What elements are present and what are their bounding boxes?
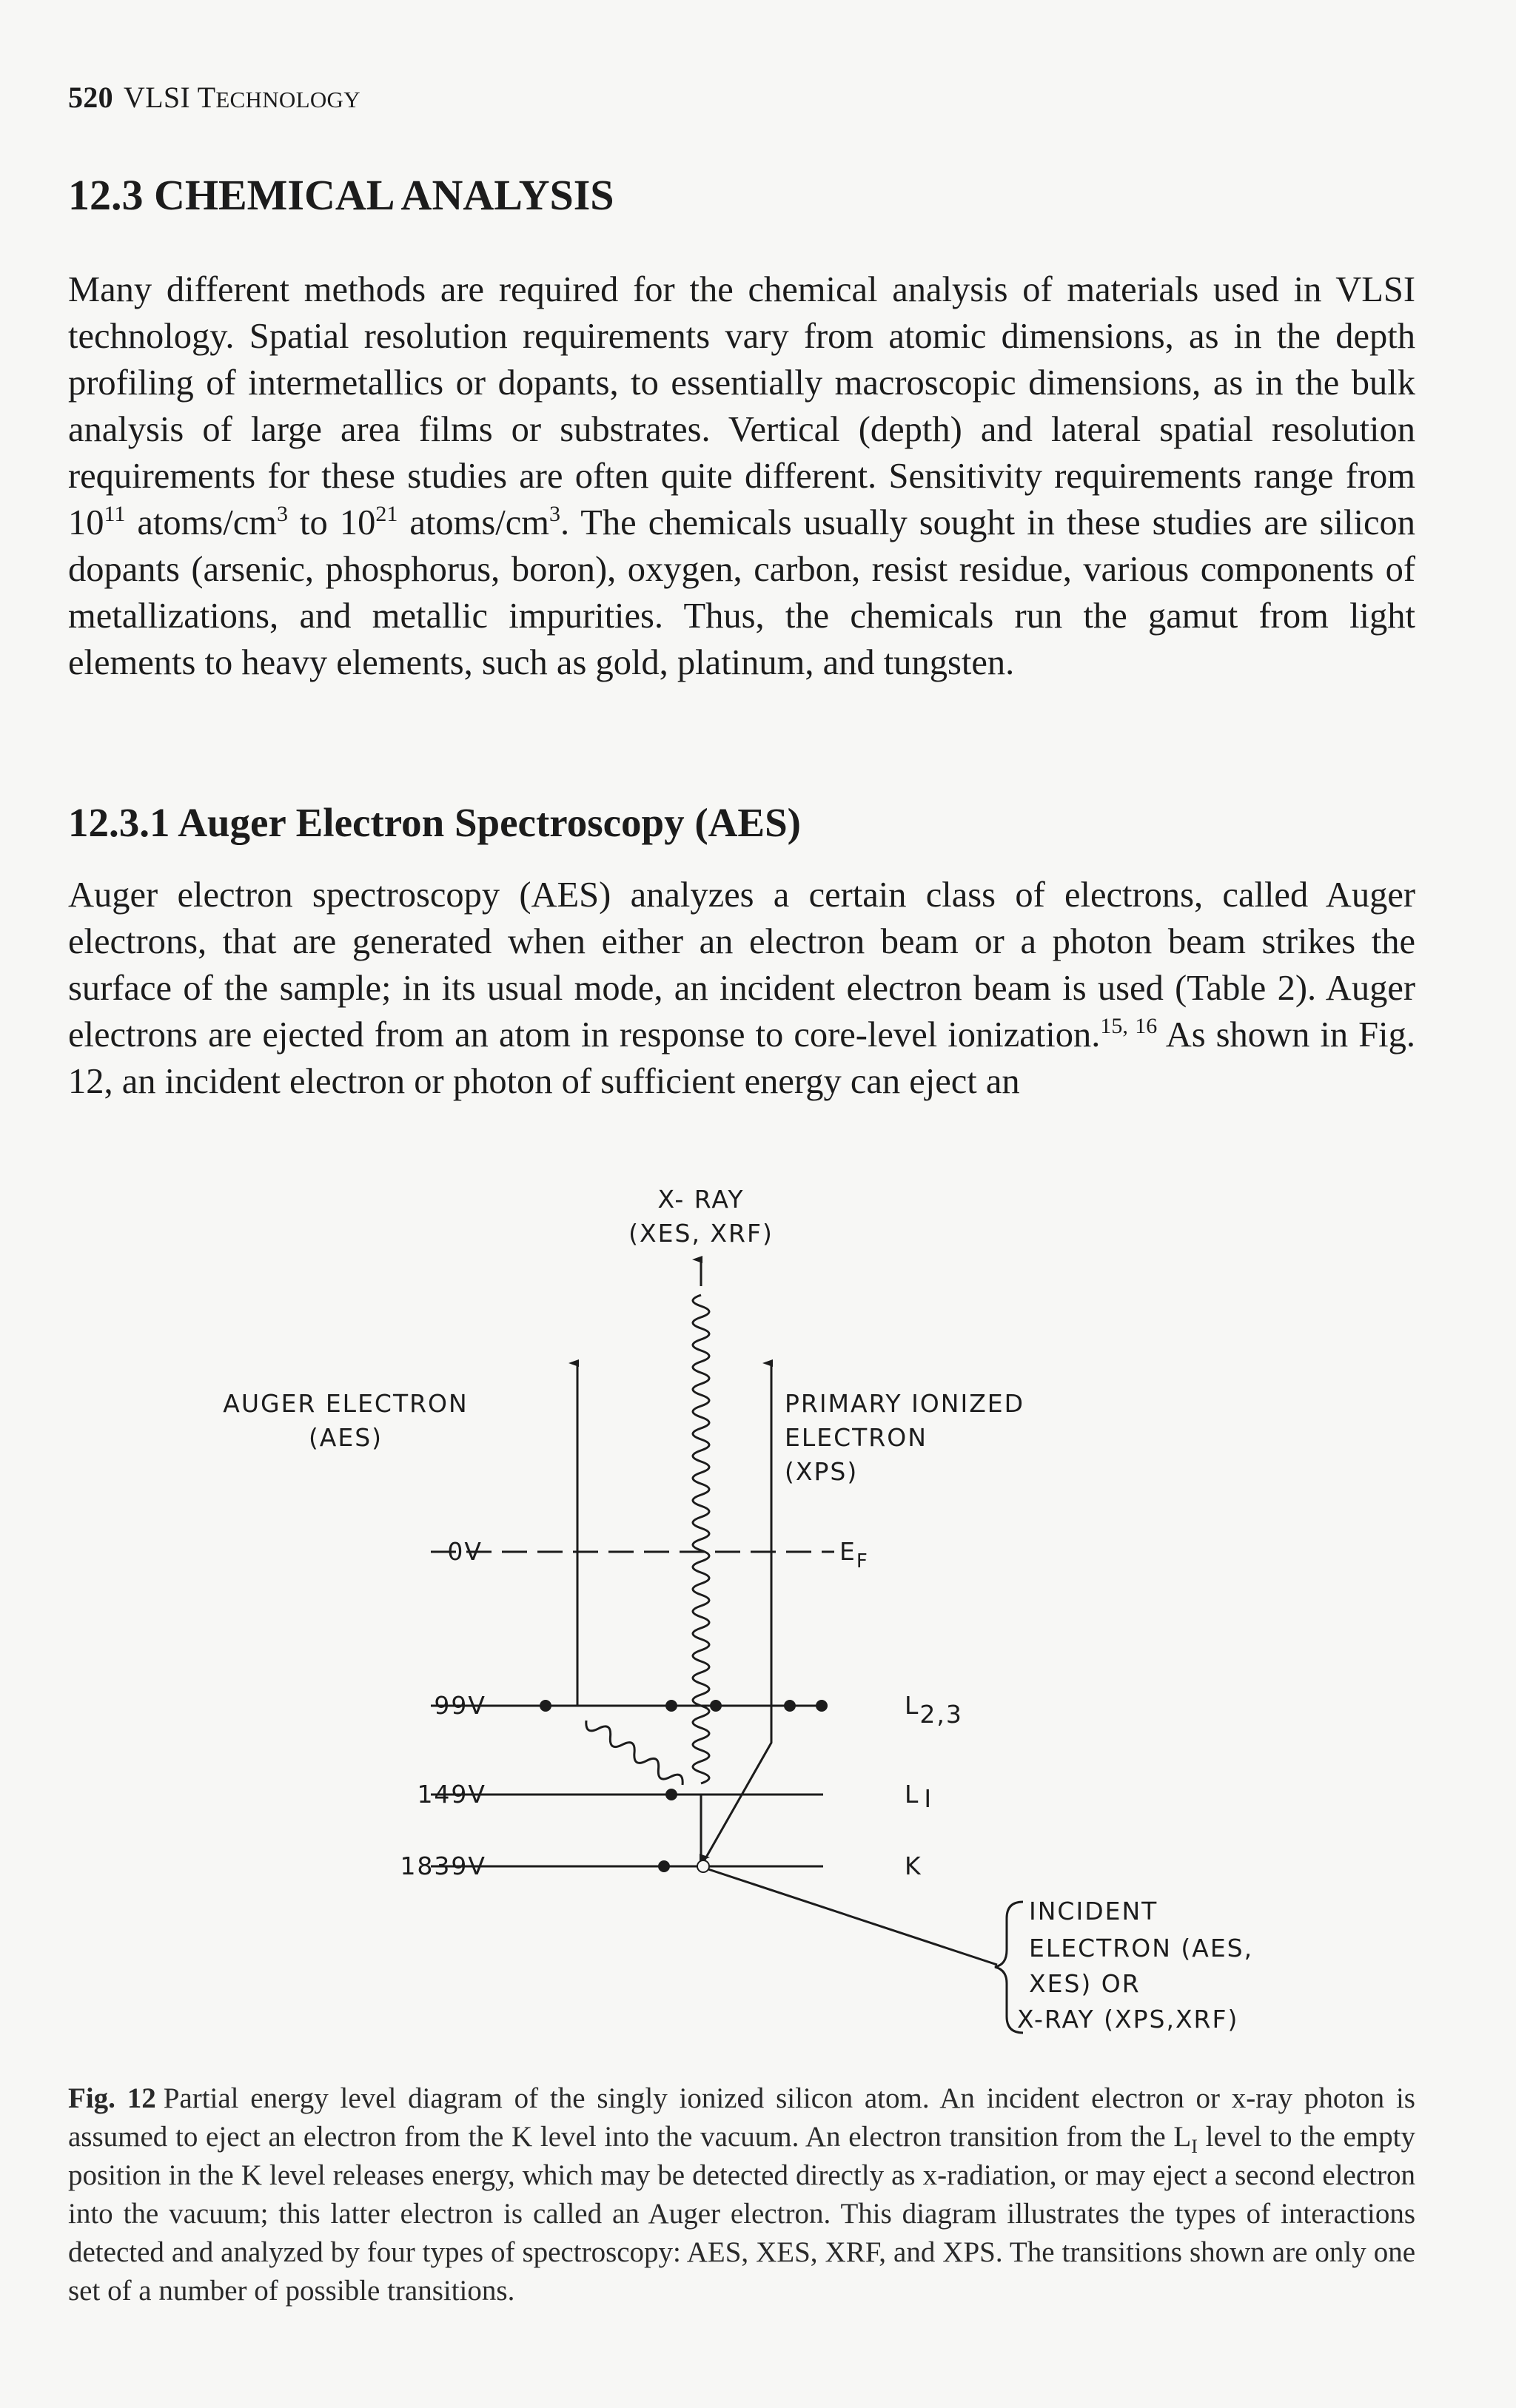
- level-name: E: [839, 1537, 856, 1566]
- level-label-k: [905, 1852, 922, 1880]
- para-text: As shown in Fig. 12, an incident electron or photon of sufficient energy can eject an: [68, 1015, 1416, 1101]
- subsection-paragraph: [68, 872, 1415, 1105]
- caption-text: Partial energy level diagram of the singly ionized silicon atom. An incident electron or x-ray photon is assumed to eject an electron from the K level into the vacuum. An electron transition from the L: [68, 2082, 1415, 2153]
- vacancy-circle: [697, 1860, 709, 1872]
- book-title-cap: T: [197, 81, 216, 114]
- electron-dot: [711, 1701, 721, 1711]
- auger-label-1: AUGER ELECTRON: [223, 1389, 469, 1418]
- reference-superscript: 15, 16: [1100, 1014, 1158, 1038]
- para-text: atoms/cm: [398, 503, 549, 542]
- section-title: 12.3 CHEMICAL ANALYSIS: [68, 171, 614, 219]
- electron-dot: [659, 1861, 669, 1871]
- book-title-prefix: VLSI: [123, 81, 198, 114]
- incident-label-1: INCIDENT: [1029, 1897, 1158, 1926]
- level-label-l23: [905, 1691, 963, 1729]
- level-label-l1: [905, 1780, 933, 1813]
- book-title-rest: ECHNOLOGY: [215, 87, 360, 112]
- diagram-svg: [68, 1169, 1415, 2057]
- voltage-label-149v: 149V: [417, 1780, 486, 1809]
- running-head: [68, 80, 360, 115]
- primary-electron-path: [701, 1363, 771, 1866]
- energy-level-diagram: [68, 1169, 1415, 2057]
- figure-caption: [68, 2079, 1415, 2310]
- primary-label-3: (XPS): [785, 1457, 859, 1486]
- electron-dot: [666, 1701, 677, 1711]
- level-subscript: I: [924, 1784, 933, 1813]
- incident-label-3: XES) OR: [1029, 1969, 1141, 1998]
- superscript: 11: [104, 502, 126, 526]
- para-text: . The chemicals usually sought in these studies are silicon dopants (arsenic, phosphorus, boron), oxygen, carbon, resist residue, various components of metallizations, and metallic impurities. Thus, the chemicals run the gamut from light elements to heavy elements, such as gold, platinum, and tungsten.: [68, 503, 1416, 682]
- level-name: L: [905, 1780, 920, 1809]
- voltage-label-0v: 0V: [447, 1537, 483, 1566]
- incident-label-4: X-RAY (XPS,XRF): [1017, 2005, 1239, 2034]
- voltage-label-99v: 99V: [434, 1691, 486, 1720]
- voltage-label-1839v: 1839V: [400, 1852, 486, 1880]
- level-subscript: F: [856, 1550, 869, 1573]
- xray-label-1: X- RAY: [657, 1185, 745, 1214]
- superscript: 21: [375, 502, 398, 526]
- electron-dot: [540, 1701, 551, 1711]
- subsection-title: 12.3.1 Auger Electron Spectroscopy (AES): [68, 800, 801, 845]
- level-name: K: [905, 1852, 922, 1880]
- superscript: 3: [277, 502, 289, 526]
- electron-dot: [785, 1701, 795, 1711]
- caption-subscript: I: [1191, 2135, 1198, 2157]
- primary-label-2: ELECTRON: [785, 1423, 928, 1452]
- figure-label: Fig. 12: [68, 2082, 156, 2114]
- electron-dot: [666, 1789, 677, 1800]
- primary-label-1: PRIMARY IONIZED: [785, 1389, 1025, 1418]
- xray-label-2: (XES, XRF): [628, 1219, 774, 1248]
- para-text: Auger electron spectroscopy (AES) analyzes a certain class of electrons, called Auger electrons, that are generated when either an electron beam or a photon beam strikes the surface of the sample; in its usual mode, an incident electron beam is used (Table 2). Auger electrons are ejected from an atom in response to core-level ionization.: [68, 875, 1415, 1055]
- level-label-ef: [839, 1537, 869, 1573]
- page-number: 520: [68, 81, 113, 114]
- para-text: to 10: [288, 503, 376, 542]
- para-text: atoms/cm: [125, 503, 278, 542]
- electron-dot: [816, 1701, 827, 1711]
- incident-label-2: ELECTRON (AES,: [1029, 1934, 1254, 1963]
- para-text: Many different methods are required for the chemical analysis of materials used in VLSI technology. Spatial resolution requirements vary from atomic dimensions, as in the depth profiling of intermetallics or dopants, to essentially macroscopic dimensions, as in the bulk analysis of large area films or substrates. Vertical (depth) and lateral spatial resolution requirements for these studies are often quite different. Sensitivity requirements range from 10: [68, 270, 1415, 542]
- caption-text: level to the empty position in the K level releases energy, which may be detected directly as x-radiation, or may eject a second electron into the vacuum; this latter electron is called an Auger electron. This diagram illustrates the types of interactions detected and analyzed by four types of spectroscopy: AES, XES, XRF, and XPS. The transitions shown are only one set of a number of possible transitions.: [68, 2121, 1415, 2307]
- section-paragraph: [68, 266, 1415, 686]
- incident-line: [706, 1869, 997, 1965]
- superscript: 3: [549, 502, 560, 526]
- auger-label-2: (AES): [308, 1423, 383, 1452]
- level-subscript: 2,3: [919, 1700, 963, 1729]
- level-name: L: [905, 1691, 920, 1720]
- xray-squiggle: [693, 1295, 709, 1783]
- auger-squiggle: [586, 1721, 682, 1785]
